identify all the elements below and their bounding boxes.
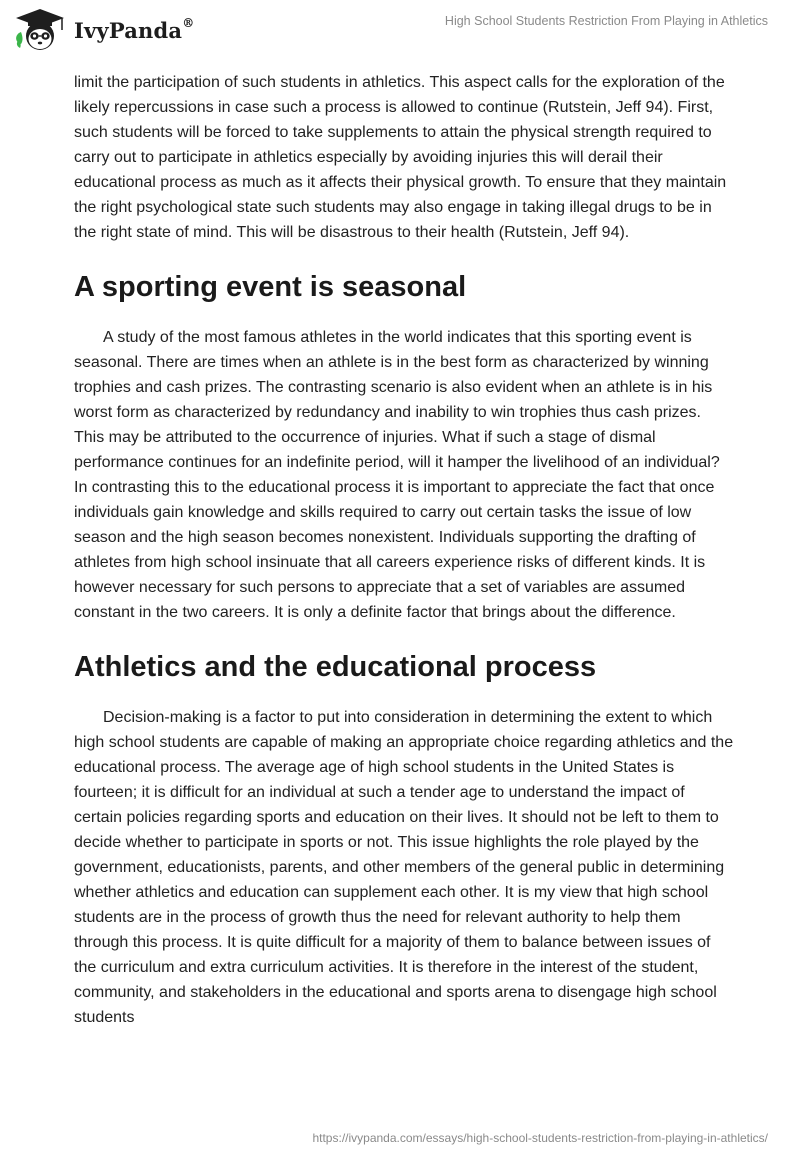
paragraph: A study of the most famous athletes in the world indicates that this sporting event is seasonal. There are times when an athlete is in the best form as characterized by winning trophies and cash prizes. The contrasting scenario is also evident when an athlete is in his worst form as characterized by redundancy and inability to win trophies thus cash prizes. This may be attributed to the occurrence of injuries. What if such a stage of dismal performance continues for an indefinite period, will it hamper the livelihood of an individual? In contrasting this to the educational process it is important to appreciate the fact that once individuals gain knowledge and skills required to carry out certain tasks the issue of low season and the high season becomes nonexistent. Individuals supporting the drafting of athletes from high school insinuate that all careers experience risks of different kinds. It is however necessary for such persons to appreciate that a set of variables are assumed constant in the two careers. It is only a definite factor that brings about the difference. — [74, 329, 720, 621]
section-heading: Athletics and the educational process — [74, 651, 597, 683]
page-header — [0, 0, 800, 60]
source-url[interactable]: https://ivypanda.com/essays/high-school-students-restriction-from-playing-in-athletics/ — [312, 1131, 768, 1145]
document-title: High School Students Restriction From Playing in Athletics — [444, 14, 768, 28]
paragraph: Decision-making is a factor to put into consideration in determining the extent to which high school students are capable of making an appropriate choice regarding athletics and the educational process. The average age of high school students in the United States is fourteen; it is difficult for an individual at such a tender age to understand the impact of certain policies regarding sports and education on their lives. It should not be left to them to decide whether to participate in sports or not. This issue highlights the role played by the government, educationists, parents, and other members of the general public in determining whether athletics and education can supplement each other. It is my view that high school students are in the process of growth thus the need for relevant authority to help them through this process. It is quite difficult for a majority of them to balance between issues of the curriculum and extra curriculum activities. It is therefore in the interest of the student, community, and stakeholders in the educational and sports arena to disengage high school students — [74, 709, 734, 1026]
paragraph: limit the participation of such students in athletics. This aspect calls for the exploration of the likely repercussions in case such a process is allowed to continue (Rutstein, Jeff 94). First, such students will be forced to take supplements to attain the physical strength required to carry out to participate in athletics especially by avoiding injuries this will derail their educational process as much as it affects their physical growth. To ensure that they maintain the right psychological state such students may also engage in taking illegal drugs to be in the right state of mind. This will be disastrous to their health (Rutstein, Jeff 94). — [74, 74, 727, 241]
ivypanda-logo[interactable] — [12, 8, 194, 52]
essay-body — [74, 70, 734, 1030]
panda-graduate-icon — [12, 8, 68, 52]
brand-name: IvyPanda® — [74, 15, 195, 43]
section-heading: A sporting event is seasonal — [74, 271, 467, 303]
